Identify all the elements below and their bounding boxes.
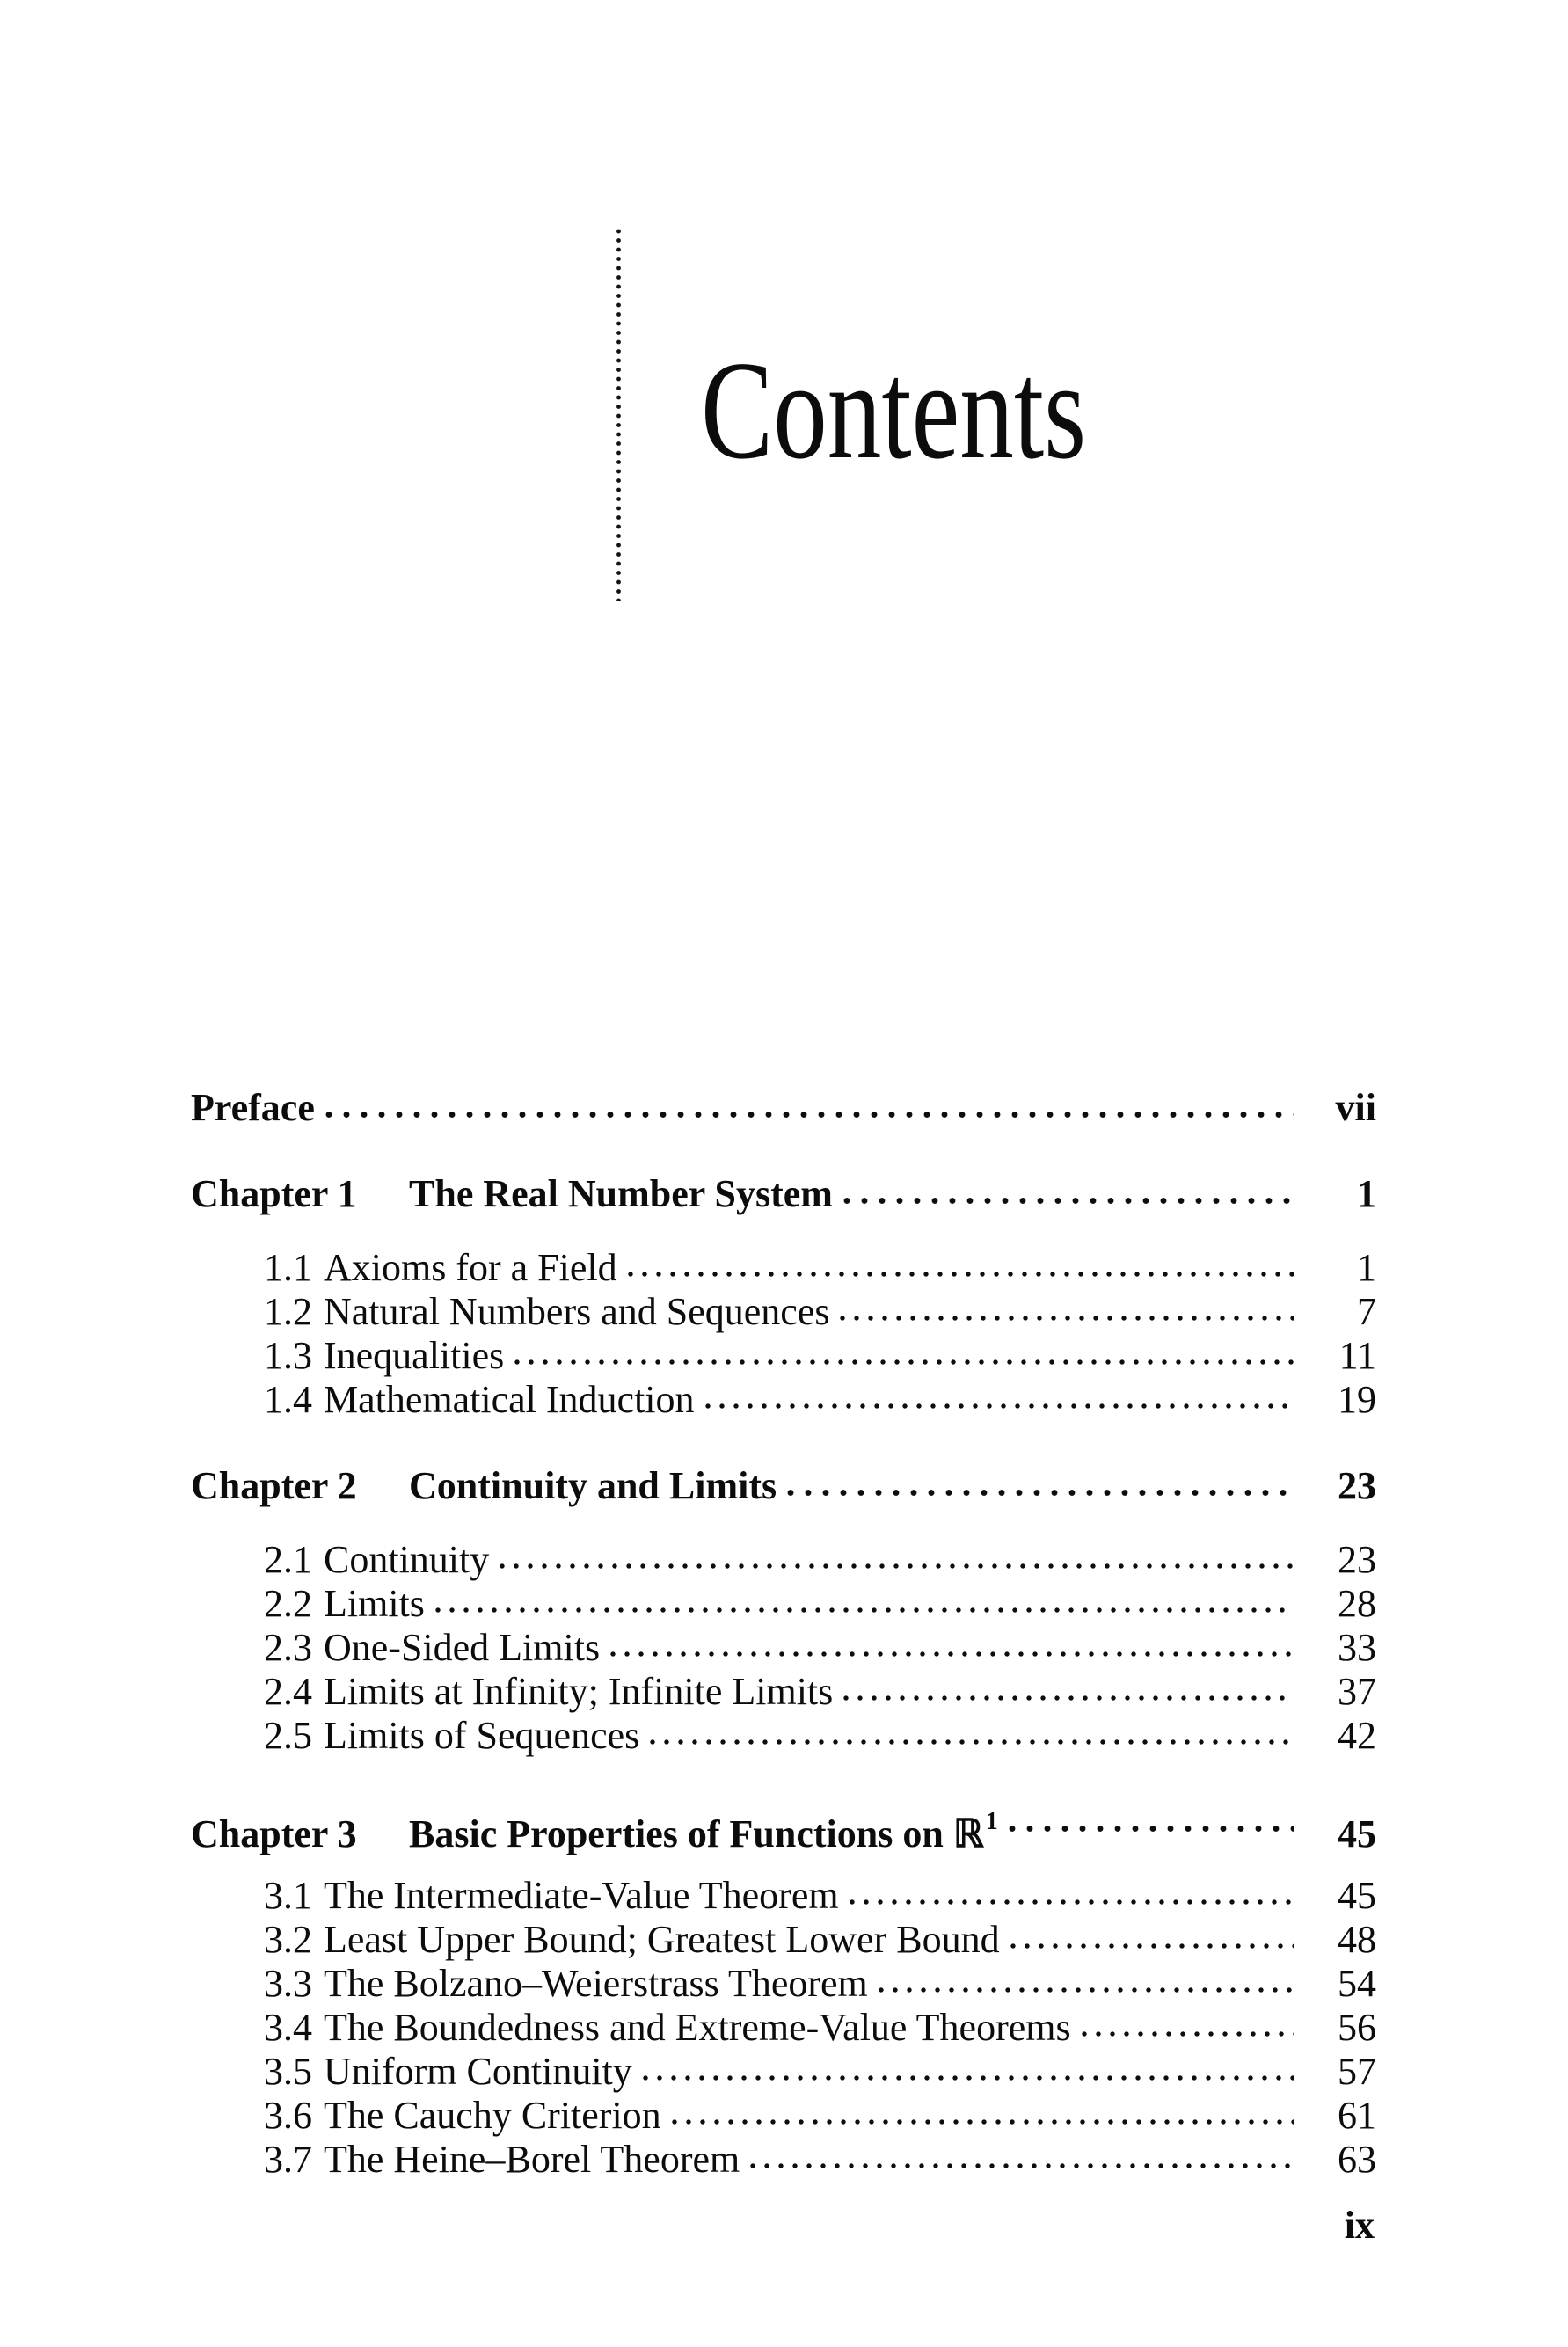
dot-leader bbox=[610, 1651, 1294, 1658]
section-number: 2.4 bbox=[264, 1670, 312, 1713]
toc-entry-section bbox=[191, 2050, 1376, 2094]
toc-entry-preface bbox=[191, 1086, 1376, 1130]
preface-label: Preface bbox=[191, 1086, 315, 1129]
folio-page-number: ix bbox=[1344, 2204, 1375, 2247]
dot-leader bbox=[1010, 1942, 1294, 1950]
section-title: Uniform Continuity bbox=[324, 2050, 632, 2093]
section-title: Inequalities bbox=[324, 1334, 505, 1377]
section-number: 2.2 bbox=[264, 1582, 312, 1625]
section-page-number: 28 bbox=[1338, 1582, 1376, 1625]
dot-leader bbox=[628, 1271, 1294, 1278]
toc-entry-section bbox=[191, 1962, 1376, 2006]
section-page-number: 48 bbox=[1338, 1918, 1376, 1961]
chapter-3-sections bbox=[191, 1874, 1376, 2182]
section-title: The Intermediate-Value Theorem bbox=[324, 1874, 839, 1917]
section-page-number: 7 bbox=[1357, 1290, 1376, 1333]
section-page-number: 19 bbox=[1338, 1378, 1376, 1421]
dot-leader bbox=[705, 1403, 1294, 1410]
section-title: The Heine–Borel Theorem bbox=[324, 2138, 740, 2181]
page-title: Contents bbox=[701, 332, 1087, 488]
chapter-1-title: The Real Number System bbox=[409, 1172, 833, 1215]
dot-leader bbox=[843, 1197, 1294, 1205]
section-page-number: 23 bbox=[1338, 1538, 1376, 1581]
section-title: Least Upper Bound; Greatest Lower Bound bbox=[324, 1918, 1000, 1961]
section-number: 3.7 bbox=[264, 2138, 312, 2181]
preface-page-number: vii bbox=[1335, 1086, 1376, 1129]
section-number: 3.1 bbox=[264, 1874, 312, 1917]
section-number: 2.1 bbox=[264, 1538, 312, 1581]
toc-entry-section bbox=[191, 1670, 1376, 1714]
toc-entry-section bbox=[191, 1626, 1376, 1670]
section-number: 3.4 bbox=[264, 2006, 312, 2049]
toc-entry-chapter-3 bbox=[191, 1800, 1376, 1855]
chapter-3-page-number: 45 bbox=[1338, 1812, 1376, 1855]
dot-leader bbox=[1009, 1825, 1294, 1833]
toc-entry-section bbox=[191, 2006, 1376, 2050]
chapter-3-title-text: Basic Properties of Functions on ℝ bbox=[409, 1812, 984, 1855]
section-title: Mathematical Induction bbox=[324, 1378, 695, 1421]
vertical-dotted-rule bbox=[616, 227, 621, 601]
section-page-number: 54 bbox=[1338, 1962, 1376, 2005]
section-number: 3.3 bbox=[264, 1962, 312, 2005]
toc-entry-chapter-1 bbox=[191, 1172, 1376, 1216]
toc-entry-section bbox=[191, 1246, 1376, 1290]
toc-entry-section bbox=[191, 1582, 1376, 1626]
section-title: The Boundedness and Extreme-Value Theorems bbox=[324, 2006, 1071, 2049]
chapter-2-sections bbox=[191, 1538, 1376, 1758]
section-title: One-Sided Limits bbox=[324, 1626, 601, 1669]
dot-leader bbox=[750, 2162, 1294, 2169]
section-number: 3.5 bbox=[264, 2050, 312, 2093]
toc-entry-section bbox=[191, 1714, 1376, 1758]
toc-entry-section bbox=[191, 1874, 1376, 1918]
section-page-number: 42 bbox=[1338, 1714, 1376, 1757]
toc-entry-section bbox=[191, 1334, 1376, 1378]
dot-leader bbox=[435, 1607, 1294, 1614]
dot-leader bbox=[672, 2118, 1294, 2125]
chapter-2-page-number: 23 bbox=[1338, 1464, 1376, 1507]
dot-leader bbox=[325, 1111, 1294, 1119]
section-number: 2.3 bbox=[264, 1626, 312, 1669]
section-title: Axioms for a Field bbox=[324, 1246, 617, 1289]
table-of-contents bbox=[191, 1086, 1376, 2182]
toc-entry-section bbox=[191, 1538, 1376, 1582]
dot-leader bbox=[514, 1359, 1294, 1366]
dot-leader bbox=[850, 1899, 1294, 1906]
section-page-number: 37 bbox=[1338, 1670, 1376, 1713]
section-title: Limits bbox=[324, 1582, 425, 1625]
dot-leader bbox=[1082, 2030, 1294, 2037]
section-page-number: 63 bbox=[1338, 2138, 1376, 2181]
dot-leader bbox=[787, 1489, 1294, 1497]
toc-entry-section bbox=[191, 1378, 1376, 1422]
section-number: 1.4 bbox=[264, 1378, 312, 1421]
section-title: Limits of Sequences bbox=[324, 1714, 640, 1757]
section-page-number: 33 bbox=[1338, 1626, 1376, 1669]
section-number: 1.1 bbox=[264, 1246, 312, 1289]
chapter-3-label: Chapter 3 bbox=[191, 1812, 357, 1855]
section-number: 1.2 bbox=[264, 1290, 312, 1333]
section-page-number: 61 bbox=[1338, 2094, 1376, 2137]
section-number: 3.6 bbox=[264, 2094, 312, 2137]
section-title: Limits at Infinity; Infinite Limits bbox=[324, 1670, 834, 1713]
chapter-1-label: Chapter 1 bbox=[191, 1172, 357, 1215]
chapter-2-label: Chapter 2 bbox=[191, 1464, 357, 1507]
section-number: 1.3 bbox=[264, 1334, 312, 1377]
section-number: 2.5 bbox=[264, 1714, 312, 1757]
section-page-number: 11 bbox=[1338, 1334, 1376, 1377]
section-page-number: 57 bbox=[1338, 2050, 1376, 2093]
toc-entry-section bbox=[191, 1918, 1376, 1962]
toc-entry-section bbox=[191, 2138, 1376, 2182]
dot-leader bbox=[650, 1738, 1294, 1746]
section-page-number: 45 bbox=[1338, 1874, 1376, 1917]
toc-entry-chapter-2 bbox=[191, 1464, 1376, 1508]
chapter-3-title bbox=[409, 1800, 998, 1856]
toc-entry-section bbox=[191, 2094, 1376, 2138]
chapter-1-sections bbox=[191, 1246, 1376, 1422]
toc-entry-section bbox=[191, 1290, 1376, 1334]
chapter-2-title: Continuity and Limits bbox=[409, 1464, 777, 1507]
dot-leader bbox=[643, 2074, 1294, 2081]
dot-leader bbox=[500, 1563, 1294, 1570]
section-number: 3.2 bbox=[264, 1918, 312, 1961]
dot-leader bbox=[879, 1986, 1294, 1993]
section-page-number: 1 bbox=[1357, 1246, 1376, 1289]
section-title: The Cauchy Criterion bbox=[324, 2094, 661, 2137]
chapter-3-title-superscript: 1 bbox=[985, 1808, 998, 1835]
section-title: Continuity bbox=[324, 1538, 490, 1581]
chapter-1-page-number: 1 bbox=[1357, 1172, 1376, 1215]
dot-leader bbox=[840, 1315, 1294, 1322]
section-title: The Bolzano–Weierstrass Theorem bbox=[324, 1962, 868, 2005]
section-title: Natural Numbers and Sequences bbox=[324, 1290, 830, 1333]
section-page-number: 56 bbox=[1338, 2006, 1376, 2049]
dot-leader bbox=[843, 1695, 1294, 1702]
